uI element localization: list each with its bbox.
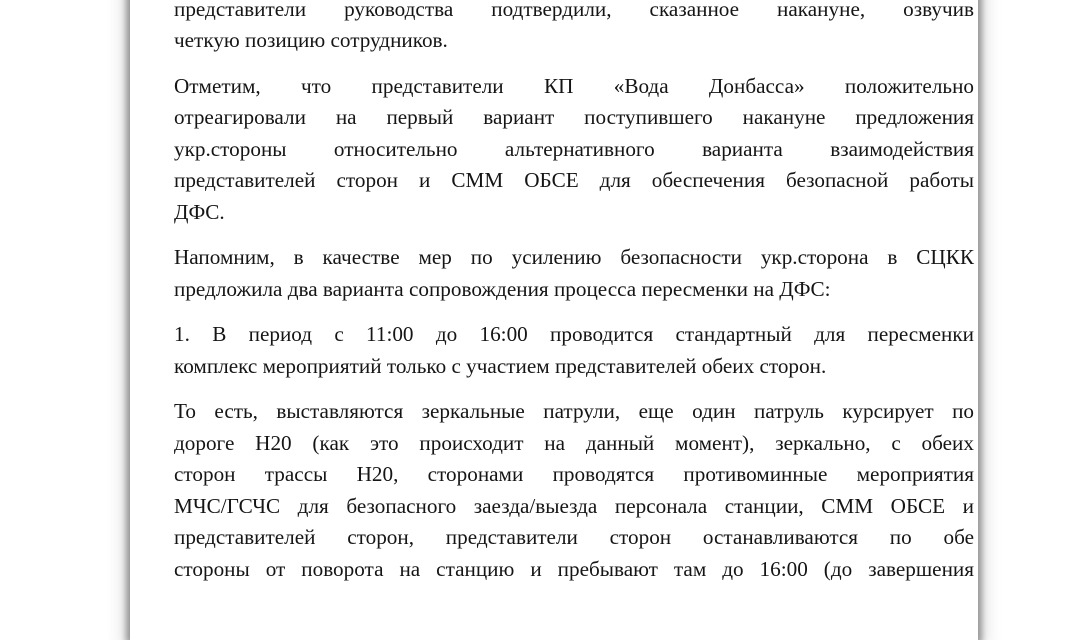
text-line: дороге Н20 (как это происходит на данный момент), зеркально, с обеих [174, 430, 974, 455]
text-line: комплекс мероприятий только с участием представителей обеих сторон. [174, 353, 827, 378]
text-line: МЧС/ГСЧС для безопасного заезда/выезда персонала станции, СММ ОБСЕ и [174, 493, 974, 518]
paragraph-2 [174, 71, 974, 229]
text-line: Отметим, что представители КП «Вода Донбасса» положительно [174, 73, 974, 98]
text-line: Напомним, в качестве мер по усилению безопасности укр.сторона в СЦКК [174, 245, 974, 269]
text-line: укр.стороны относительно альтернативного варианта взаимодействия [174, 136, 974, 161]
document-page [130, 0, 978, 640]
text-line: То есть, выставляются зеркальные патрули, еще один патруль курсирует по [174, 399, 974, 423]
document-text [174, 0, 974, 585]
text-line: представителей сторон, представители сторон останавливаются по обе [174, 525, 974, 549]
paragraph-3 [174, 242, 974, 305]
text-line: стороны от поворота на станцию и пребывают там до 16:00 (до завершения [174, 556, 974, 581]
text-line: представителей сторон и СММ ОБСЕ для обеспечения безопасной работы [174, 168, 974, 192]
paragraph-5 [174, 396, 974, 585]
numbered-item-1 [174, 319, 974, 382]
paragraph-1 [174, 0, 974, 57]
text-line: ДФС. [174, 199, 225, 224]
text-line: представители руководства подтвердили, сказанное накануне, озвучив [174, 0, 974, 21]
text-line: отреагировали на первый вариант поступившего накануне предложения [174, 105, 974, 129]
text-line: сторон трассы Н20, сторонами проводятся противоминные мероприятия [174, 462, 974, 486]
text-line: предложила два варианта сопровождения процесса пересменки на ДФС: [174, 276, 831, 301]
text-line: 1. В период с 11:00 до 16:00 проводится стандартный для пересменки [174, 322, 974, 346]
text-line: четкую позицию сотрудников. [174, 28, 448, 52]
